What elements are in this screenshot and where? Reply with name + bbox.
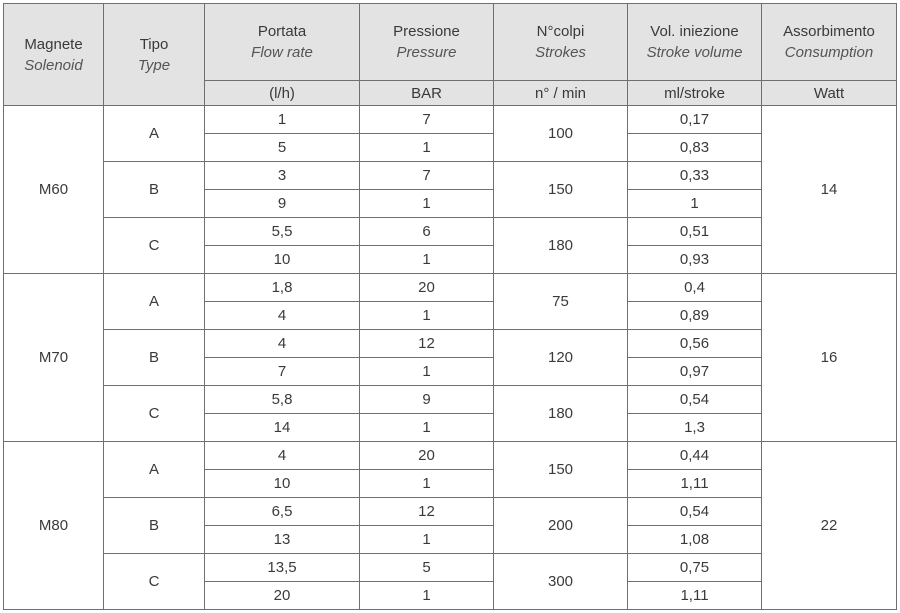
spec-body bbox=[4, 106, 897, 610]
table-row bbox=[4, 106, 897, 134]
solenoid-cell: M70 bbox=[4, 274, 104, 442]
pressure-cell: 7 bbox=[360, 106, 494, 134]
header-sub-label: Flow rate bbox=[251, 44, 313, 61]
header-sub-label: Solenoid bbox=[24, 56, 83, 74]
strokes-cell: 150 bbox=[494, 162, 628, 218]
unit-flow-rate: (l/h) bbox=[205, 81, 360, 106]
consumption-cell: 16 bbox=[762, 274, 897, 442]
header-main-label: Pressione bbox=[393, 23, 460, 40]
header-solenoid bbox=[4, 4, 104, 106]
solenoid-cell: M60 bbox=[4, 106, 104, 274]
stroke-volume-cell: 1,11 bbox=[628, 582, 762, 610]
unit-pressure: BAR bbox=[360, 81, 494, 106]
flow-rate-cell: 5,5 bbox=[205, 218, 360, 246]
stroke-volume-cell: 0,89 bbox=[628, 302, 762, 330]
pressure-cell: 5 bbox=[360, 554, 494, 582]
stroke-volume-cell: 0,93 bbox=[628, 246, 762, 274]
stroke-volume-cell: 0,4 bbox=[628, 274, 762, 302]
type-cell: C bbox=[104, 218, 205, 274]
flow-rate-cell: 4 bbox=[205, 302, 360, 330]
header-sub-label: Strokes bbox=[535, 44, 586, 61]
strokes-cell: 75 bbox=[494, 274, 628, 330]
stroke-volume-cell: 0,17 bbox=[628, 106, 762, 134]
type-cell: B bbox=[104, 498, 205, 554]
flow-rate-cell: 1 bbox=[205, 106, 360, 134]
flow-rate-cell: 10 bbox=[205, 470, 360, 498]
unit-stroke-volume: ml/stroke bbox=[628, 81, 762, 106]
header-pressure bbox=[360, 4, 494, 81]
stroke-volume-cell: 0,54 bbox=[628, 498, 762, 526]
pressure-cell: 1 bbox=[360, 414, 494, 442]
stroke-volume-cell: 1,08 bbox=[628, 526, 762, 554]
stroke-volume-cell: 0,33 bbox=[628, 162, 762, 190]
pressure-cell: 6 bbox=[360, 218, 494, 246]
strokes-cell: 180 bbox=[494, 386, 628, 442]
type-cell: B bbox=[104, 162, 205, 218]
stroke-volume-cell: 0,44 bbox=[628, 442, 762, 470]
flow-rate-cell: 5 bbox=[205, 134, 360, 162]
header-strokes bbox=[494, 4, 628, 81]
strokes-cell: 180 bbox=[494, 218, 628, 274]
flow-rate-cell: 10 bbox=[205, 246, 360, 274]
flow-rate-cell: 9 bbox=[205, 190, 360, 218]
consumption-cell: 14 bbox=[762, 106, 897, 274]
type-cell: A bbox=[104, 106, 205, 162]
spec-table bbox=[3, 3, 897, 610]
header-flow-rate bbox=[205, 4, 360, 81]
flow-rate-cell: 4 bbox=[205, 330, 360, 358]
stroke-volume-cell: 1 bbox=[628, 190, 762, 218]
header-main-label: Assorbimento bbox=[783, 23, 875, 40]
type-cell: C bbox=[104, 386, 205, 442]
header-type bbox=[104, 4, 205, 106]
flow-rate-cell: 14 bbox=[205, 414, 360, 442]
strokes-cell: 150 bbox=[494, 442, 628, 498]
pressure-cell: 1 bbox=[360, 190, 494, 218]
header-main-label: Tipo bbox=[139, 35, 169, 53]
stroke-volume-cell: 0,83 bbox=[628, 134, 762, 162]
unit-consumption: Watt bbox=[762, 81, 897, 106]
pressure-cell: 1 bbox=[360, 470, 494, 498]
solenoid-cell: M80 bbox=[4, 442, 104, 610]
header-main-label: N°colpi bbox=[536, 23, 585, 40]
stroke-volume-cell: 1,3 bbox=[628, 414, 762, 442]
pressure-cell: 7 bbox=[360, 162, 494, 190]
pressure-cell: 1 bbox=[360, 526, 494, 554]
header-row bbox=[4, 4, 897, 81]
pressure-cell: 12 bbox=[360, 330, 494, 358]
type-cell: C bbox=[104, 554, 205, 610]
stroke-volume-cell: 0,97 bbox=[628, 358, 762, 386]
stroke-volume-cell: 0,54 bbox=[628, 386, 762, 414]
header-main-label: Vol. iniezione bbox=[650, 23, 739, 40]
header-sub-label: Stroke volume bbox=[646, 44, 743, 61]
header-sub-label: Type bbox=[137, 56, 171, 74]
unit-strokes: n° / min bbox=[494, 81, 628, 106]
pressure-cell: 1 bbox=[360, 134, 494, 162]
table-row bbox=[4, 274, 897, 302]
strokes-cell: 100 bbox=[494, 106, 628, 162]
stroke-volume-cell: 0,75 bbox=[628, 554, 762, 582]
flow-rate-cell: 6,5 bbox=[205, 498, 360, 526]
pressure-cell: 1 bbox=[360, 302, 494, 330]
consumption-cell: 22 bbox=[762, 442, 897, 610]
flow-rate-cell: 3 bbox=[205, 162, 360, 190]
strokes-cell: 300 bbox=[494, 554, 628, 610]
type-cell: A bbox=[104, 442, 205, 498]
pressure-cell: 1 bbox=[360, 358, 494, 386]
flow-rate-cell: 5,8 bbox=[205, 386, 360, 414]
header-consumption bbox=[762, 4, 897, 81]
pressure-cell: 20 bbox=[360, 442, 494, 470]
stroke-volume-cell: 0,51 bbox=[628, 218, 762, 246]
type-cell: B bbox=[104, 330, 205, 386]
flow-rate-cell: 20 bbox=[205, 582, 360, 610]
strokes-cell: 200 bbox=[494, 498, 628, 554]
pressure-cell: 1 bbox=[360, 246, 494, 274]
pressure-cell: 12 bbox=[360, 498, 494, 526]
header-sub-label: Pressure bbox=[396, 44, 457, 61]
flow-rate-cell: 13 bbox=[205, 526, 360, 554]
header-stroke-volume bbox=[628, 4, 762, 81]
stroke-volume-cell: 0,56 bbox=[628, 330, 762, 358]
pressure-cell: 1 bbox=[360, 582, 494, 610]
pressure-cell: 9 bbox=[360, 386, 494, 414]
stroke-volume-cell: 1,11 bbox=[628, 470, 762, 498]
type-cell: A bbox=[104, 274, 205, 330]
flow-rate-cell: 4 bbox=[205, 442, 360, 470]
flow-rate-cell: 7 bbox=[205, 358, 360, 386]
header-sub-label: Consumption bbox=[784, 44, 874, 61]
strokes-cell: 120 bbox=[494, 330, 628, 386]
flow-rate-cell: 13,5 bbox=[205, 554, 360, 582]
header-main-label: Magnete bbox=[24, 35, 83, 53]
pressure-cell: 20 bbox=[360, 274, 494, 302]
table-row bbox=[4, 442, 897, 470]
header-main-label: Portata bbox=[257, 23, 307, 40]
flow-rate-cell: 1,8 bbox=[205, 274, 360, 302]
